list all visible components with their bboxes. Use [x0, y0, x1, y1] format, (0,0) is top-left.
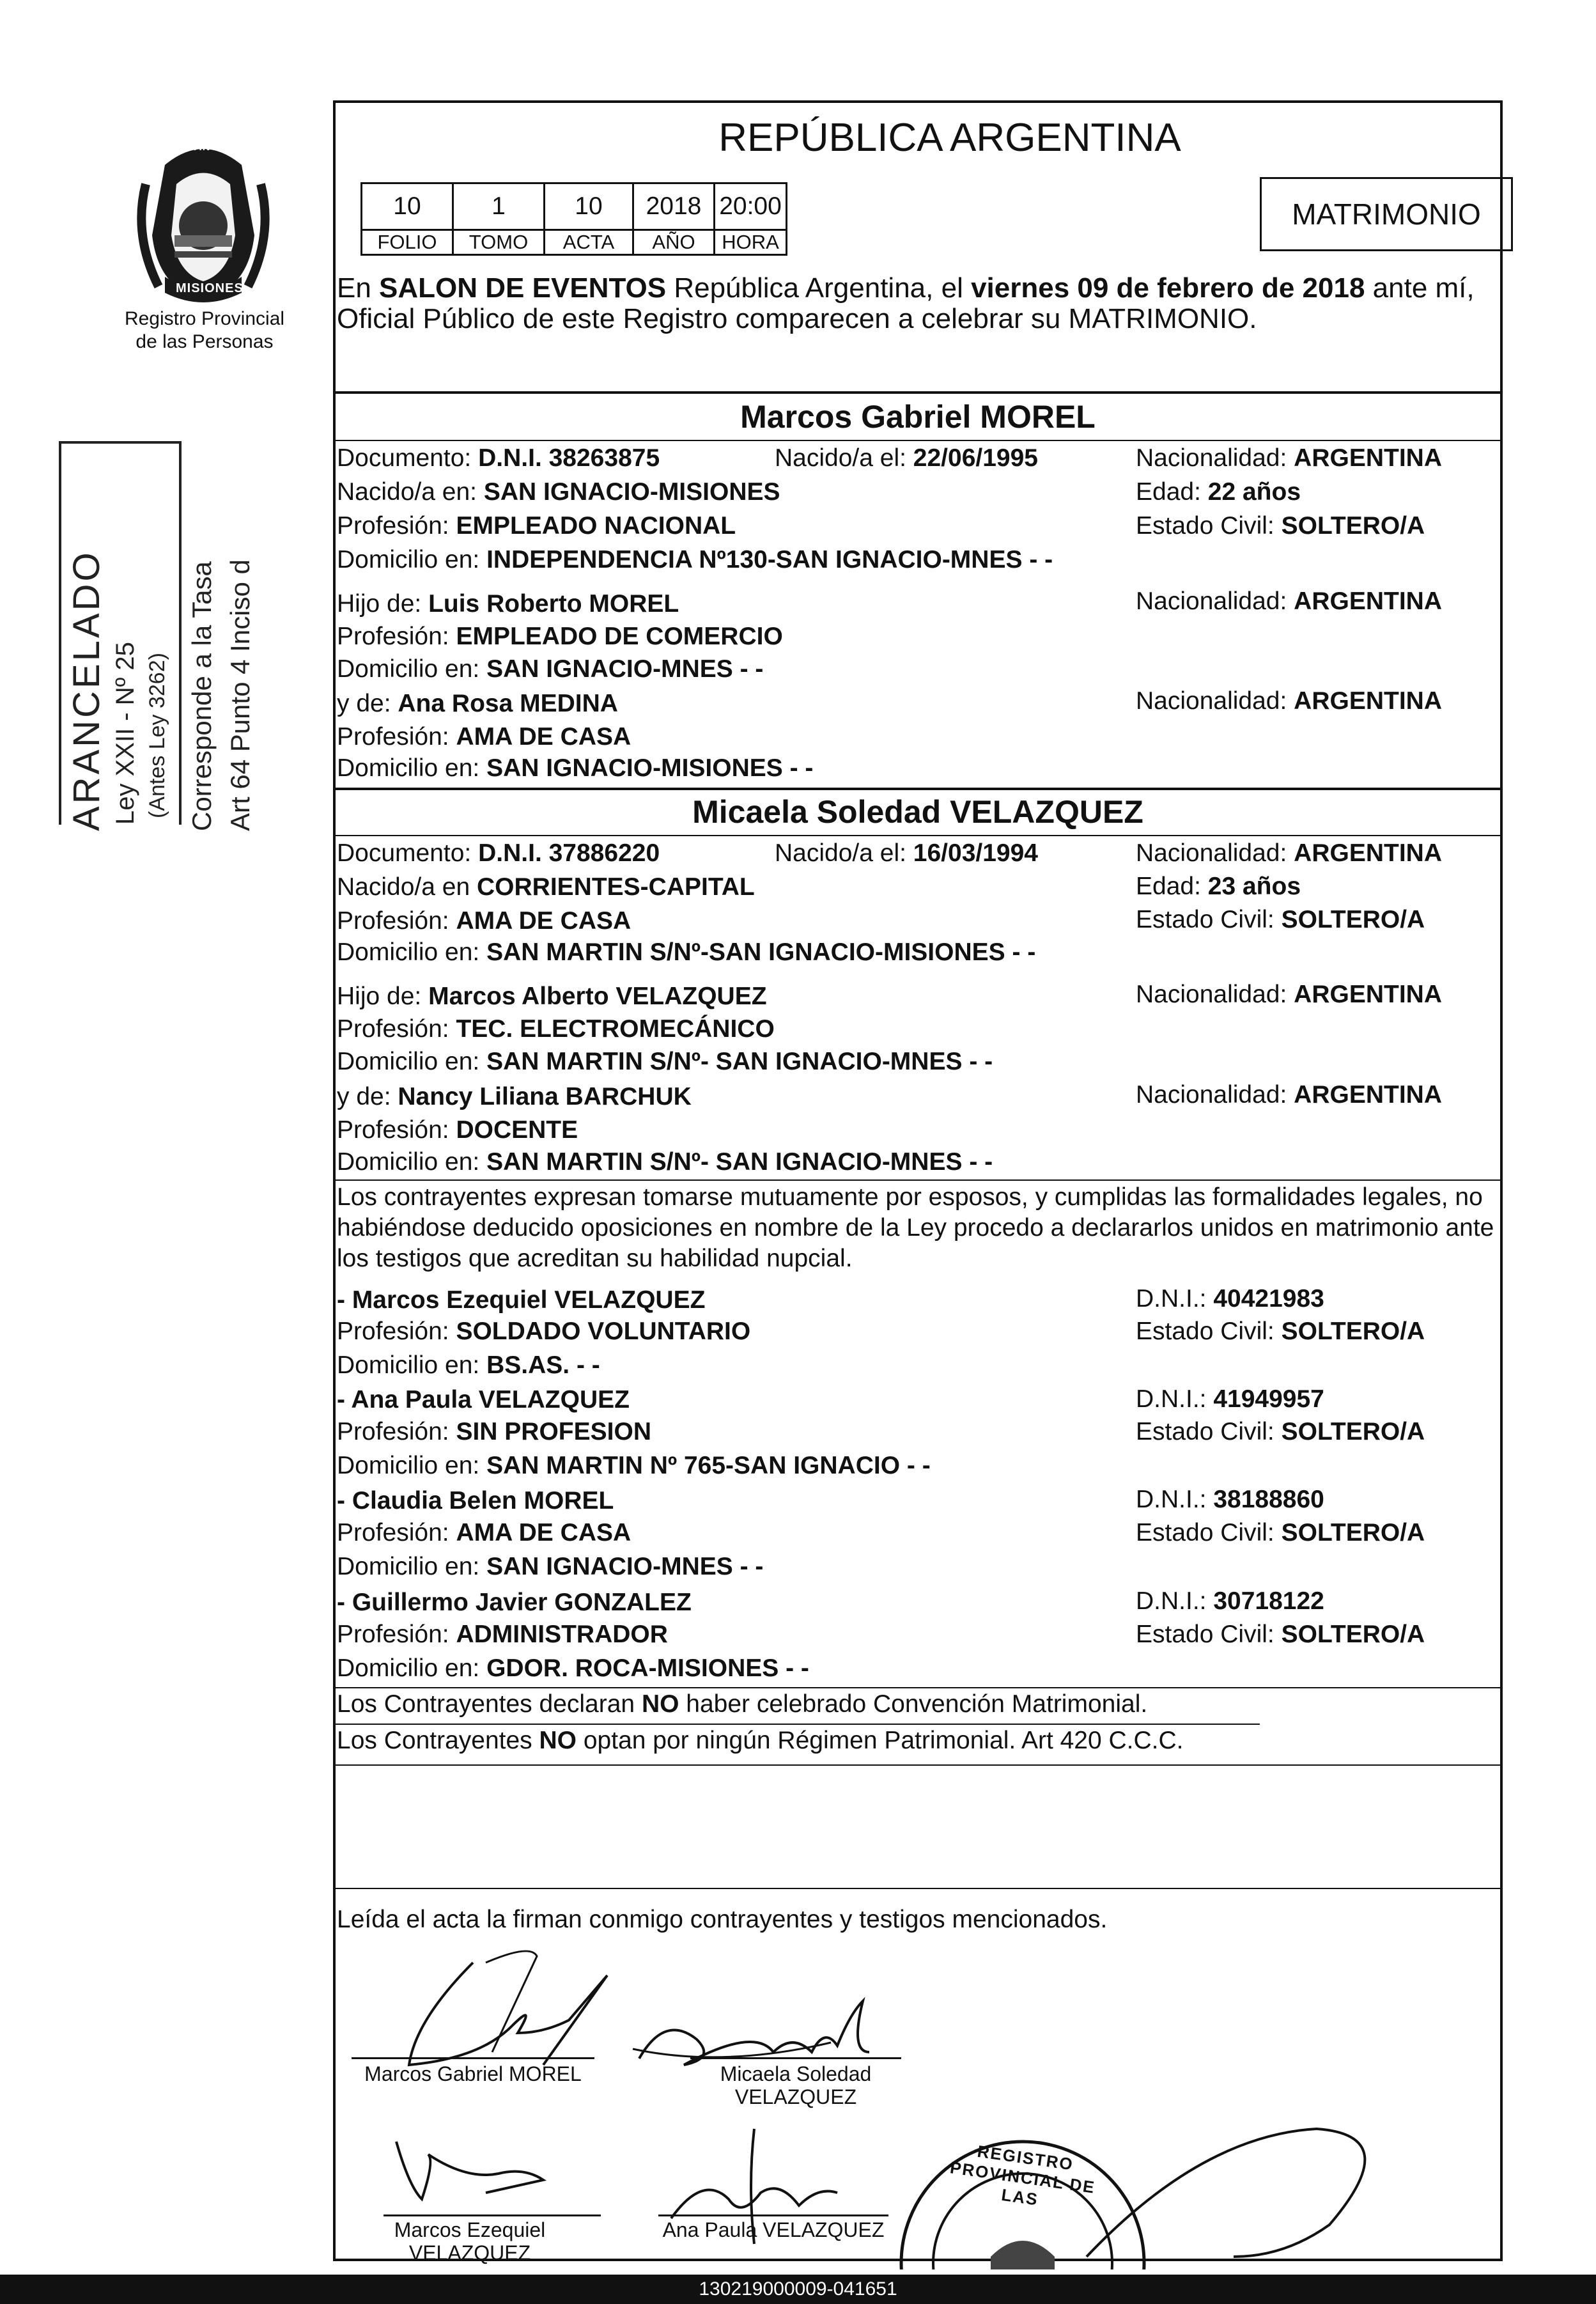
label: Estado Civil: [1136, 1621, 1282, 1648]
label: Domicilio en: [337, 1148, 487, 1176]
sigline-1 [352, 2057, 594, 2059]
label: Estado Civil: [1136, 1519, 1282, 1546]
value: EMPLEADO DE COMERCIO [456, 623, 783, 650]
hora-label: HORA [715, 230, 787, 255]
spouse2-mother-domicilio [337, 1148, 993, 1177]
spouse1-father-domicilio [337, 655, 763, 684]
spouse1-documento [337, 444, 660, 473]
witness-1-profesion [337, 1317, 750, 1346]
tomo-value: 1 [453, 183, 545, 230]
witness-4-name: - Guillermo Javier GONZALEZ [337, 1589, 692, 1616]
spouse1-father-nacionalidad [1136, 587, 1442, 616]
declaration-line2: habiéndose deducido oposiciones en nombre de la Ley procedo a declararlos unidos en matrimonio ante [337, 1214, 1494, 1242]
value: EMPLEADO NACIONAL [456, 512, 736, 540]
value: AMA DE CASA [456, 723, 631, 751]
witness-3-estado-civil [1136, 1518, 1425, 1548]
signature-label-3b: VELAZQUEZ [408, 2241, 531, 2264]
value: ARGENTINA [1294, 839, 1443, 867]
label: Profesión: [337, 1318, 456, 1345]
divider-3 [333, 788, 1503, 790]
label: Profesión: [337, 512, 456, 540]
value: SOLTERO/A [1281, 1621, 1425, 1648]
act-type: MATRIMONIO [1292, 198, 1481, 231]
divider-5 [333, 1179, 1503, 1181]
label: Domicilio en: [337, 655, 487, 683]
spouse2-father [337, 982, 767, 1011]
spouse1-father-profesion [337, 622, 783, 651]
divider-4 [333, 835, 1503, 836]
spouse2-edad [1136, 872, 1301, 901]
seal-bottom-text: MISIONES [176, 281, 244, 295]
closing-text: Leída el acta la firman conmigo contrayentes y testigos mencionados. [337, 1906, 1108, 1933]
footer-code: 130219000009-041651 [0, 2275, 1596, 2304]
label: Profesión: [337, 907, 456, 935]
spouse1-mother-domicilio [337, 754, 813, 783]
label: Nacionalidad: [1136, 1081, 1294, 1109]
spouse2-nacionalidad [1136, 839, 1442, 868]
spouse2-estado-civil [1136, 905, 1425, 935]
value: SAN MARTIN Nº 765-SAN IGNACIO - - [486, 1452, 931, 1479]
value: TEC. ELECTROMECÁNICO [456, 1015, 775, 1043]
label: Domicilio en: [337, 1351, 487, 1379]
stamp-border [59, 441, 61, 825]
value: ADMINISTRADOR [456, 1621, 668, 1648]
spouse2-father-profesion [337, 1015, 775, 1044]
value: Nancy Liliana BARCHUK [398, 1083, 692, 1110]
label: y de: [337, 690, 398, 717]
declaration-line3: los testigos que acreditan su habilidad nupcial. [337, 1245, 853, 1272]
witness-3-dni [1136, 1485, 1324, 1514]
label: Edad: [1136, 478, 1208, 506]
label: Nacionalidad: [1136, 981, 1294, 1008]
label: Edad: [1136, 873, 1208, 900]
witness-4-dni [1136, 1587, 1324, 1616]
label: Estado Civil: [1136, 512, 1282, 540]
witness-2-dni [1136, 1385, 1324, 1414]
value: AMA DE CASA [456, 1519, 631, 1546]
convention-line2 [337, 1726, 1184, 1755]
value: 30718122 [1213, 1587, 1324, 1615]
value: 22 años [1207, 478, 1301, 506]
value: SIN PROFESION [456, 1418, 651, 1445]
value: SAN IGNACIO-MISIONES [483, 478, 780, 506]
anio-label: AÑO [633, 230, 715, 255]
label: Nacido/a el: [775, 839, 913, 867]
folio-value: 10 [362, 183, 453, 230]
witness-4-domicilio [337, 1654, 809, 1683]
text-b: optan por ningún Régimen Patrimonial. Art 420 C.C.C. [577, 1727, 1184, 1754]
spouse1-mother-nacionalidad [1136, 687, 1442, 716]
label: Nacido/a en: [337, 478, 484, 506]
intro-line1 [337, 272, 1475, 304]
label: Profesión: [337, 723, 456, 751]
value: Marcos Alberto VELAZQUEZ [428, 983, 767, 1010]
spouse2-mother-profesion [337, 1116, 578, 1145]
spouse2-name: Micaela Soledad VELAZQUEZ [692, 794, 1143, 830]
witness-4-profesion [337, 1620, 668, 1649]
stamp-border-right [179, 441, 182, 825]
stamp-line1: ARANCELADO [66, 550, 107, 831]
value: SAN MARTIN S/Nº-SAN IGNACIO-MISIONES - - [486, 938, 1036, 966]
value: 40421983 [1213, 1285, 1324, 1312]
flourish [1074, 2097, 1406, 2263]
registry-table [360, 182, 787, 256]
label: Domicilio en: [337, 1553, 487, 1580]
label: D.N.I.: [1136, 1587, 1214, 1615]
label: Profesión: [337, 623, 456, 650]
spouse1-nacido-en [337, 478, 780, 507]
spouse2-domicilio [337, 938, 1035, 967]
spouse2-mother-nacionalidad [1136, 1080, 1442, 1110]
anio-value: 2018 [633, 183, 715, 230]
label: y de: [337, 1083, 398, 1110]
signature-label-1: Marcos Gabriel MOREL [364, 2062, 582, 2085]
divider-6 [333, 1687, 1503, 1688]
value: ARGENTINA [1294, 687, 1443, 715]
label: Nacionalidad: [1136, 588, 1294, 615]
value: CORRIENTES-CAPITAL [476, 873, 755, 901]
value: 22/06/1995 [913, 444, 1038, 472]
value: SOLTERO/A [1281, 1318, 1425, 1345]
signature-label-4: Ana Paula VELAZQUEZ [662, 2218, 885, 2241]
value: ARGENTINA [1294, 444, 1443, 472]
spouse1-father [337, 589, 679, 619]
label: Documento: [337, 839, 479, 867]
witness-3-domicilio [337, 1552, 763, 1582]
signature-label-2b: VELAZQUEZ [734, 2085, 857, 2108]
folio-label: FOLIO [362, 230, 453, 255]
convention-line1 [337, 1690, 1147, 1719]
spouse2-father-nacionalidad [1136, 980, 1442, 1009]
text-b: haber celebrado Convención Matrimonial. [679, 1690, 1148, 1718]
arancelado-stamp [59, 435, 255, 844]
signature-label-3a: Marcos Ezequiel [394, 2218, 546, 2241]
value: SOLTERO/A [1281, 1519, 1425, 1546]
value: ARGENTINA [1294, 588, 1443, 615]
value: SAN MARTIN S/Nº- SAN IGNACIO-MNES - - [486, 1148, 993, 1176]
value: ARGENTINA [1294, 981, 1443, 1008]
label: Profesión: [337, 1418, 456, 1445]
label: Nacido/a en [337, 873, 477, 901]
acta-value: 10 [545, 183, 633, 230]
label: Nacionalidad: [1136, 444, 1294, 472]
country-title: REPÚBLICA ARGENTINA [718, 116, 1181, 160]
act-type-box [1260, 177, 1513, 251]
value: SOLTERO/A [1281, 1418, 1425, 1445]
sigline-4 [658, 2214, 888, 2216]
spouse1-mother-profesion [337, 722, 631, 752]
intro-text-b: República Argentina, el [666, 272, 972, 304]
value: D.N.I. 37886220 [478, 839, 660, 867]
value: AMA DE CASA [456, 907, 631, 935]
label: Documento: [337, 444, 479, 472]
registry-stamp-text: REGISTRO PROVINCIAL DE LAS [949, 2141, 1097, 2209]
label: Domicilio en: [337, 1048, 487, 1075]
label: Nacido/a el: [775, 444, 913, 472]
value: SOLTERO/A [1281, 512, 1425, 540]
value: SAN MARTIN S/Nº- SAN IGNACIO-MNES - - [486, 1048, 993, 1075]
tomo-label: TOMO [453, 230, 545, 255]
label: Estado Civil: [1136, 1418, 1282, 1445]
label: Nacionalidad: [1136, 687, 1294, 715]
signature-label-2a: Micaela Soledad [720, 2062, 872, 2085]
acta-label: ACTA [545, 230, 633, 255]
witness-1-estado-civil [1136, 1317, 1425, 1346]
sigline-2 [690, 2057, 901, 2059]
value: SAN IGNACIO-MISIONES - - [486, 754, 814, 782]
value: Luis Roberto MOREL [428, 590, 679, 618]
witness-3-name: - Claudia Belen MOREL [337, 1487, 614, 1514]
value: GDOR. ROCA-MISIONES - - [486, 1654, 809, 1682]
stamp-line4: Corresponde a la Tasa [187, 561, 217, 831]
value: Ana Rosa MEDINA [398, 690, 618, 717]
value: 41949957 [1213, 1385, 1324, 1413]
spouse1-profesion [337, 511, 736, 541]
spouse2-father-domicilio [337, 1047, 993, 1077]
value: 23 años [1207, 873, 1301, 900]
value: 38188860 [1213, 1486, 1324, 1513]
divider-8 [333, 1764, 1503, 1766]
value: ARGENTINA [1294, 1081, 1443, 1109]
stamp-border-top [59, 441, 180, 444]
label: Profesión: [337, 1519, 456, 1546]
label: Profesión: [337, 1621, 456, 1648]
label: Nacionalidad: [1136, 839, 1294, 867]
seal-top-text: PROVINCIA DE [167, 142, 249, 153]
spouse2-nacido-el [775, 839, 1038, 868]
witness-2-name: - Ana Paula VELAZQUEZ [337, 1386, 630, 1413]
intro-date: viernes 09 de febrero de 2018 [971, 272, 1365, 304]
registry-name-line2: de las Personas [136, 331, 274, 352]
emphasis: NO [539, 1727, 577, 1754]
text-a: Los Contrayentes [337, 1727, 539, 1754]
value: SAN IGNACIO-MNES - - [486, 655, 764, 683]
hora-value: 20:00 [715, 183, 787, 230]
text-a: Los Contrayentes declaran [337, 1690, 642, 1718]
value: SAN IGNACIO-MNES - - [486, 1553, 764, 1580]
witness-1-domicilio [337, 1351, 600, 1380]
stamp-line3: (Antes Ley 3262) [145, 653, 169, 818]
divider-7 [333, 1724, 1260, 1725]
divider-2 [333, 440, 1503, 441]
value: SOLDADO VOLUNTARIO [456, 1318, 751, 1345]
witness-1-dni [1136, 1284, 1324, 1314]
label: Domicilio en: [337, 1654, 487, 1682]
witness-2-profesion [337, 1417, 651, 1447]
signature-marcos-ezequiel [384, 2135, 575, 2218]
stamp-line2: Ley XXII - Nº 25 [111, 642, 139, 825]
label: D.N.I.: [1136, 1486, 1214, 1513]
witness-1-name: - Marcos Ezequiel VELAZQUEZ [337, 1286, 706, 1314]
spouse1-name: Marcos Gabriel MOREL [740, 399, 1096, 435]
spouse1-estado-civil [1136, 511, 1425, 541]
witness-3-profesion [337, 1518, 631, 1548]
witness-4-estado-civil [1136, 1620, 1425, 1649]
value: BS.AS. - - [486, 1351, 600, 1379]
divider-9 [333, 1888, 1503, 1889]
declaration-line1: Los contrayentes expresan tomarse mutuamente por esposos, y cumplidas las formalidades legales, no [337, 1183, 1483, 1211]
spouse2-documento [337, 839, 660, 868]
intro-line2: Oficial Público de este Registro comparecen a celebrar su MATRIMONIO. [337, 303, 1257, 334]
divider-1 [333, 391, 1503, 394]
stamp-line5: Art 64 Punto 4 Inciso d [225, 559, 255, 831]
label: Domicilio en: [337, 1452, 487, 1479]
value: D.N.I. 38263875 [478, 444, 660, 472]
intro-text-a: En [337, 272, 380, 304]
spouse1-nacido-el [775, 444, 1038, 473]
witness-2-domicilio [337, 1451, 931, 1481]
emphasis: NO [641, 1690, 679, 1718]
label: Estado Civil: [1136, 1318, 1282, 1345]
spouse1-domicilio [337, 545, 1053, 575]
value: SOLTERO/A [1281, 906, 1425, 933]
label: Hijo de: [337, 983, 429, 1010]
spouse1-mother [337, 689, 618, 719]
spouse2-nacido-en [337, 873, 755, 902]
label: Domicilio en: [337, 754, 487, 782]
witness-2-estado-civil [1136, 1417, 1425, 1447]
label: D.N.I.: [1136, 1285, 1214, 1312]
value: DOCENTE [456, 1116, 578, 1144]
spouse1-nacionalidad [1136, 444, 1442, 473]
value: INDEPENDENCIA Nº130-SAN IGNACIO-MNES - - [486, 546, 1053, 573]
spouse2-mother [337, 1082, 692, 1112]
province-seal [120, 139, 286, 306]
label: Hijo de: [337, 590, 429, 618]
intro-place: SALON DE EVENTOS [379, 272, 667, 304]
spouse1-edad [1136, 478, 1301, 507]
registry-name-line1: Registro Provincial [124, 308, 285, 329]
intro-text-c: ante mí, [1365, 272, 1475, 304]
spouse2-profesion [337, 907, 631, 936]
label: D.N.I.: [1136, 1385, 1214, 1413]
label: Profesión: [337, 1015, 456, 1043]
label: Domicilio en: [337, 938, 487, 966]
label: Domicilio en: [337, 546, 487, 573]
sigline-3 [384, 2214, 601, 2216]
value: 16/03/1994 [913, 839, 1038, 867]
label: Estado Civil: [1136, 906, 1282, 933]
label: Profesión: [337, 1116, 456, 1144]
